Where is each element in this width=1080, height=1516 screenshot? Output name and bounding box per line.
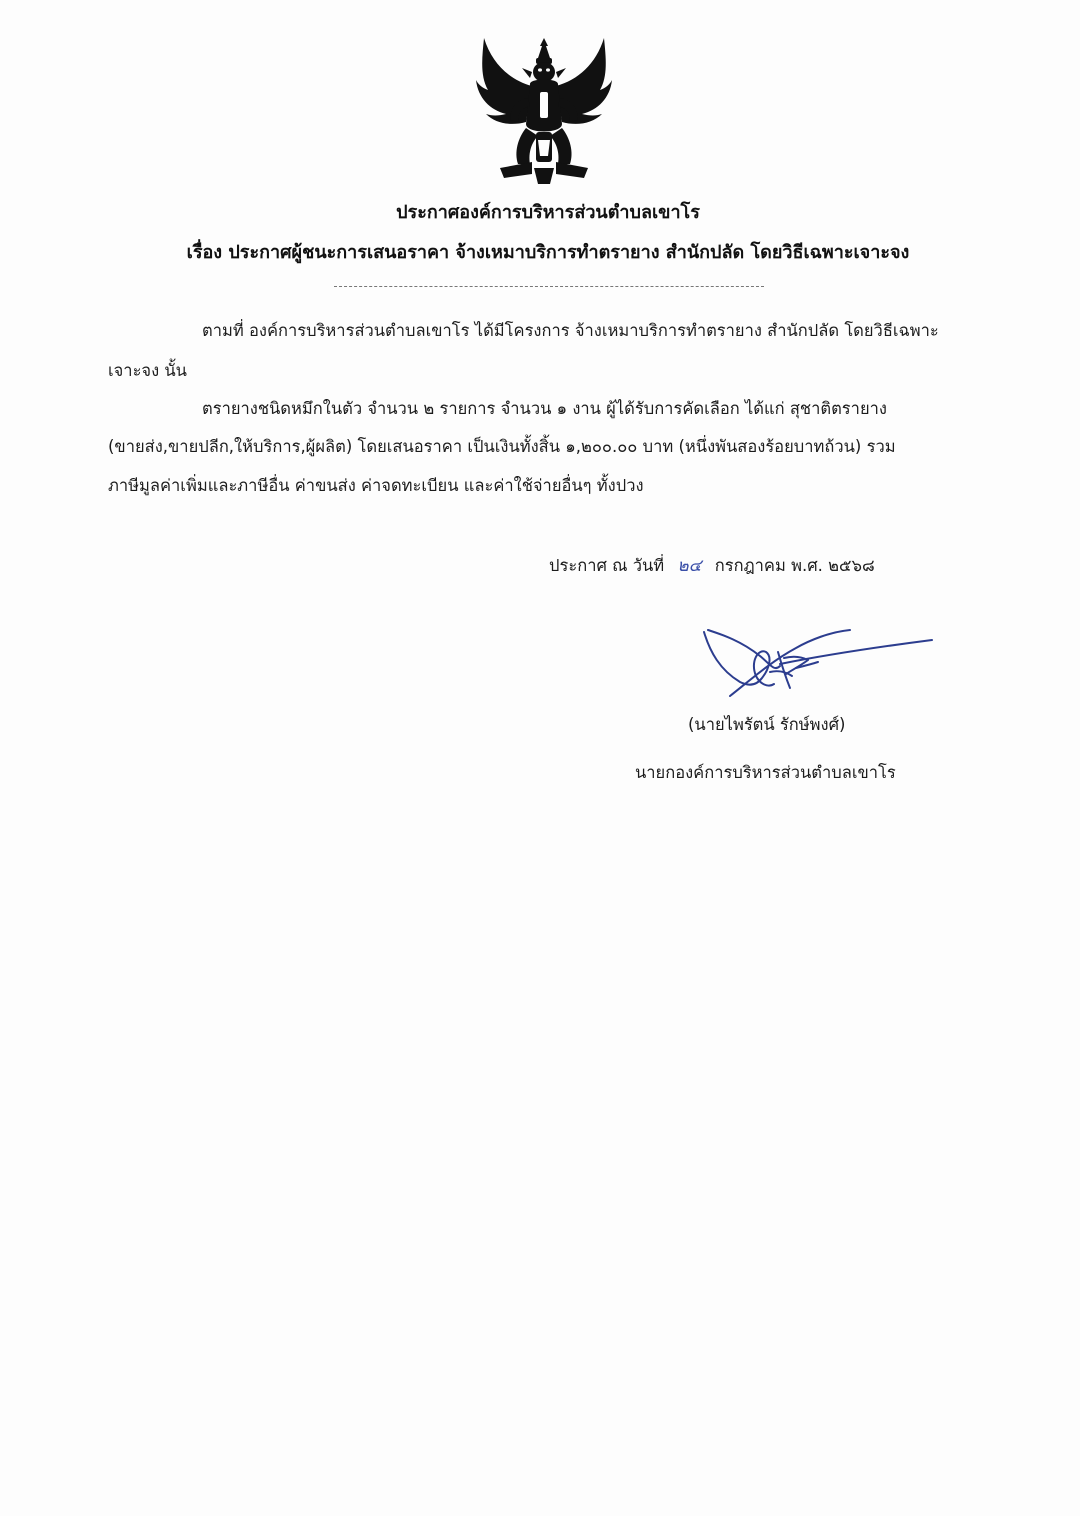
paragraph-1-line-2: เจาะจง นั้น <box>108 361 187 380</box>
signatory-name: (นายไพรัตน์ รักษ์พงศ์) <box>688 715 846 734</box>
paragraph-2-line-3: ภาษีมูลค่าเพิ่มและภาษีอื่น ค่าขนส่ง ค่าจดทะเบียน และค่าใช้จ่ายอื่นๆ ทั้งปวง <box>108 476 644 495</box>
announcement-month-year: กรกฎาคม พ.ศ. ๒๕๖๘ <box>714 556 875 575</box>
paragraph-2-line-1: ตรายางชนิดหมึกในตัว จำนวน ๒ รายการ จำนวน ๑ งาน ผู้ได้รับการคัดเลือก ได้แก่ สุชาติตรายาง <box>202 399 887 418</box>
announcement-day: ๒๔ <box>677 556 702 576</box>
garuda-emblem-icon <box>470 28 618 186</box>
paragraph-1-line-1: ตามที่ องค์การบริหารส่วนตำบลเขาโร ได้มีโครงการ จ้างเหมาบริการทำตรายาง สำนักปลัด โดยวิธีเฉพาะ <box>202 321 939 340</box>
document-title: ประกาศองค์การบริหารส่วนตำบลเขาโร <box>396 202 700 223</box>
signature-mark <box>700 622 936 700</box>
announcement-date <box>549 552 875 579</box>
document-subject: เรื่อง ประกาศผู้ชนะการเสนอราคา จ้างเหมาบริการทำตรายาง สำนักปลัด โดยวิธีเฉพาะเจาะจง <box>186 242 910 263</box>
announcement-date-prefix: ประกาศ ณ วันที่ <box>549 556 665 575</box>
paragraph-2-line-2: (ขายส่ง,ขายปลีก,ให้บริการ,ผู้ผลิต) โดยเสนอราคา เป็นเงินทั้งสิ้น ๑,๒๐๐.๐๐ บาท (หนึ่งพันสองร้อยบาทถ้วน) รวม <box>108 437 896 456</box>
title-divider <box>334 286 764 287</box>
signatory-position: นายกองค์การบริหารส่วนตำบลเขาโร <box>635 763 896 782</box>
